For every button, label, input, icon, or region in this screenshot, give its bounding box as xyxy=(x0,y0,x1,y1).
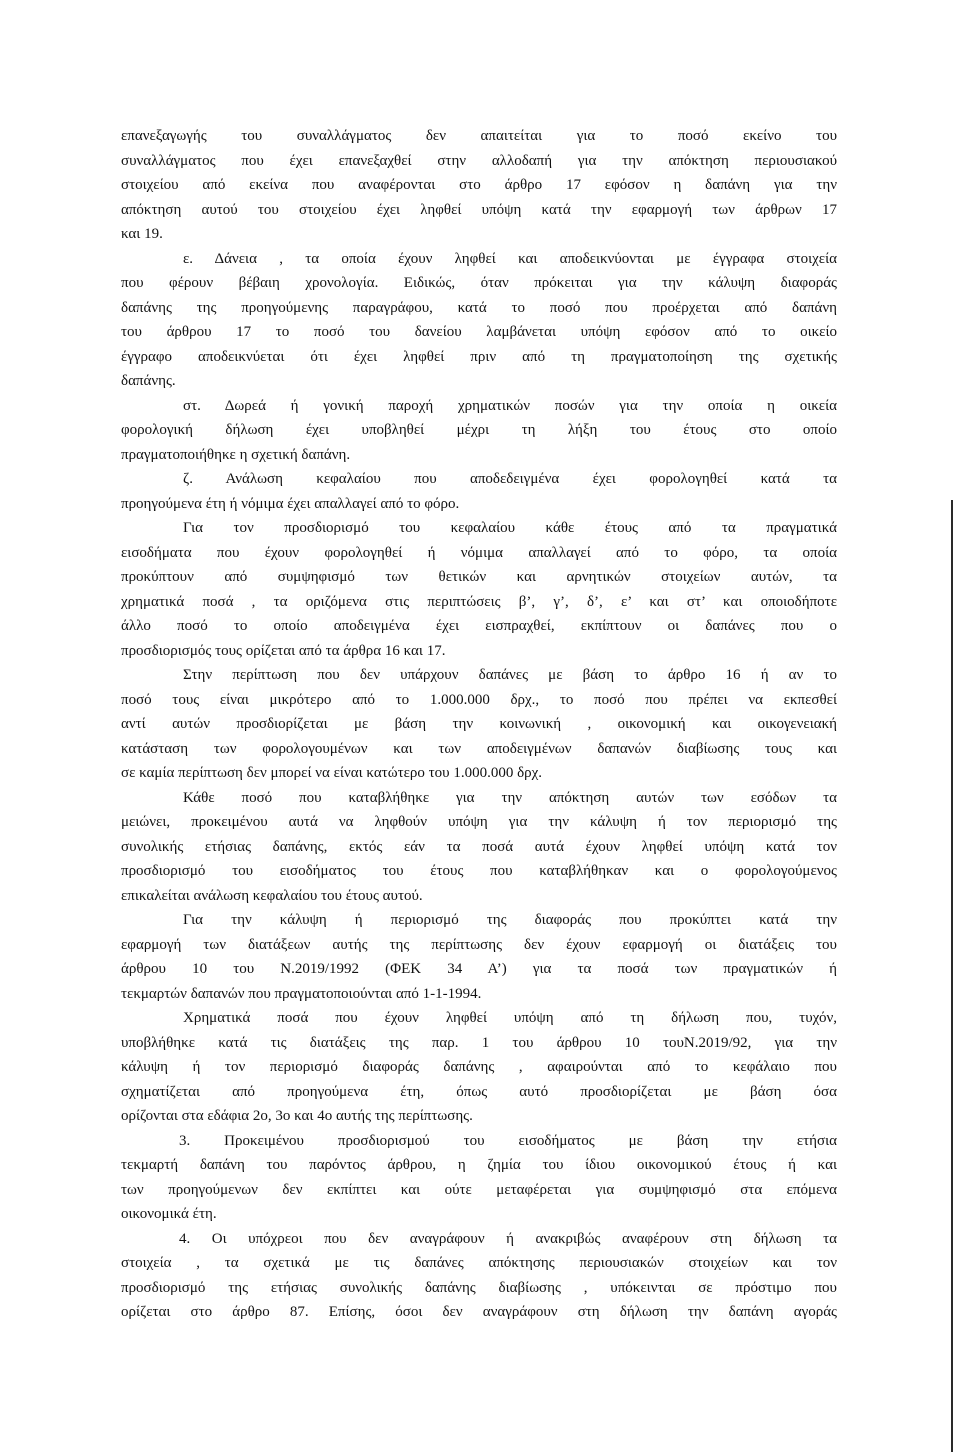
text-line: ορίζεται στο άρθρο 87. Επίσης, όσοι δεν αναγράφουν στη δήλωση την δαπάνη αγοράς xyxy=(121,1304,837,1320)
text-line: ζ. Ανάλωση κεφαλαίου που αποδεδειγμένα έχει φορολογηθεί κατά τα xyxy=(183,471,837,487)
text-line: συναλλάγματος που έχει επανεξαχθεί στην αλλοδαπή για την απόκτηση περιουσιακού xyxy=(121,152,837,169)
text-line: οικονομικά έτη. xyxy=(121,1206,217,1222)
text-line: άρθρου 10 του Ν.2019/1992 (ΦΕΚ 34 Α’) για τα ποσά των πραγματικών ή xyxy=(121,961,837,977)
text-line: Κάθε ποσό που καταβλήθηκε για την απόκτηση αυτών των εσόδων τα xyxy=(183,789,837,806)
text-line: κάλυψη ή τον περιορισμό διαφοράς δαπάνης , αφαιρούνται από το κεφάλαιο που xyxy=(121,1059,837,1075)
text-line: Στην περίπτωση που δεν υπάρχουν δαπάνες με βάση το άρθρο 16 ή αν το xyxy=(183,667,837,683)
text-line: ποσό τους είναι μικρότερο από το 1.000.000 δρχ., το ποσό που πρέπει να εκπεσθεί xyxy=(121,691,837,708)
text-line: υποβλήθηκε κατά τις διατάξεις της παρ. 1 του άρθρου 10 τουΝ.2019/92, για την xyxy=(121,1034,837,1051)
text-line: Για την κάλυψη ή περιορισμό της διαφοράς που προκύπτει κατά την xyxy=(183,912,837,928)
text-line: προκύπτουν από συμψηφισμό των θετικών και αρνητικών στοιχείων αυτών, τα xyxy=(121,569,837,585)
text-line: σε καμία περίπτωση δεν μπορεί να είναι κατώτερο του 1.000.000 δρχ. xyxy=(121,765,543,781)
text-line: συνολικής ετήσιας δαπάνης, εκτός εάν τα ποσά αυτά έχουν ληφθεί υπόψη κατά τον xyxy=(121,838,837,855)
text-line: προσδιορισμό του εισοδήματος του έτους που καταβλήθηκαν και ο φορολογούμενος xyxy=(121,863,837,879)
text-line: του άρθρου 17 το ποσό του δανείου λαμβάνεται υπόψη εφόσον από το οικείο xyxy=(121,324,837,340)
text-line: στοιχεία , τα σχετικά με τις δαπάνες απόκτησης περιουσιακών στοιχείων και τον xyxy=(121,1255,837,1271)
text-line: 3. Προκειμένου προσδιορισμού του εισοδήματος με βάση την ετήσια xyxy=(179,1132,837,1149)
text-line: και 19. xyxy=(121,226,163,242)
text-line: προσδιορισμό της ετήσιας συνολικής δαπάνης διαβίωσης , υπόκεινται σε πρόστιμο που xyxy=(121,1279,837,1296)
document-body xyxy=(121,124,837,1325)
text-line: Για τον προσδιορισμό του κεφαλαίου κάθε έτους από τα πραγματικά xyxy=(183,520,837,536)
text-line: απόκτηση αυτού του στοιχείου έχει ληφθεί υπόψη κατά την εφαρμογή των άρθρων 17 xyxy=(121,201,837,218)
text-line: προηγούμενα έτη ή νόμιμα έχει απαλλαγεί από το φόρο. xyxy=(121,495,460,512)
text-line: των προηγούμενων δεν εκπίπτει και ούτε μεταφέρεται για συμψηφισμό στα επόμενα xyxy=(121,1181,837,1198)
text-line: στ. Δωρεά ή γονική παροχή χρηματικών ποσών για την οποία η οικεία xyxy=(183,397,837,414)
text-line: που φέρουν βέβαιη χρονολογία. Ειδικώς, όταν πρόκειται για την κάλυψη διαφοράς xyxy=(121,275,837,291)
text-line: επικαλείται ανάλωση κεφαλαίου του έτους αυτού. xyxy=(121,887,423,904)
text-line: τεκμαρτών δαπανών που πραγματοποιούνται από 1-1-1994. xyxy=(121,985,482,1002)
text-line: άλλο ποσό το οποίο αποδειγμένα έχει εισπραχθεί, εκπίπτουν οι δαπάνες που ο xyxy=(121,618,837,634)
text-line: ορίζονται στα εδάφια 2ο, 3ο και 4ο αυτής της περίπτωσης. xyxy=(121,1108,473,1124)
text-line: δαπάνης της προηγούμενης παραγράφου, κατά το ποσό που προέρχεται από δαπάνη xyxy=(121,299,837,316)
text-line: πραγματοποιήθηκε η σχετική δαπάνη. xyxy=(121,446,351,463)
text-line: στοιχείου από εκείνα που αναφέρονται στο άρθρο 17 εφόσον η δαπάνη για την xyxy=(121,177,837,193)
scan-edge-line xyxy=(951,500,953,1452)
text-line: εφαρμογή των διατάξεων αυτής της περίπτωσης δεν έχουν εφαρμογή οι διατάξεις του xyxy=(121,936,837,953)
text-line: φορολογική δήλωση έχει υποβληθεί μέχρι τη λήξη του έτους στο οποίο xyxy=(121,422,837,438)
text-line: εισοδήματα που έχουν φορολογηθεί ή νόμιμα απαλλαγεί από το φόρο, τα οποία xyxy=(121,544,837,561)
text-line: τεκμαρτή δαπάνη του παρόντος άρθρου, η ζημία του ίδιου οικονομικού έτους ή και xyxy=(121,1157,837,1173)
text-line: αντί αυτών προσδιορίζεται με βάση την κοινωνική , οικονομική και οικογενειακή xyxy=(121,716,837,732)
text-line: σχηματίζεται από προηγούμενα έτη, όπως αυτό προσδιορίζεται με βάση όσα xyxy=(121,1083,837,1100)
text-line: χρηματικά ποσά , τα οριζόμενα στις περιπτώσεις β’, γ’, δ’, ε’ και στ’ και οποιοδήποτε xyxy=(121,593,837,610)
text-line: επανεξαγωγής του συναλλάγματος δεν απαιτείται για το ποσό εκείνο του xyxy=(121,128,837,144)
text-line: ε. Δάνεια , τα οποία έχουν ληφθεί και αποδεικνύονται με έγγραφα στοιχεία xyxy=(183,250,837,267)
text-line: δαπάνης. xyxy=(121,373,176,389)
text-line: κατάσταση των φορολογουμένων και των αποδειγμένων δαπανών διαβίωσης τους και xyxy=(121,740,837,757)
text-line: μειώνει, προκειμένου αυτά να ληφθούν υπόψη για την κάλυψη ή τον περιορισμό της xyxy=(121,814,837,830)
text-line: έγγραφο αποδεικνύεται ότι έχει ληφθεί πριν από τη πραγματοποίηση της σχετικής xyxy=(121,348,837,365)
text-line: 4. Οι υπόχρεοι που δεν αναγράφουν ή ανακριβώς αναφέρουν στη δήλωση τα xyxy=(179,1230,837,1247)
text-line: προσδιορισμός τους ορίζεται από τα άρθρα 16 και 17. xyxy=(121,642,446,659)
text-line: Χρηματικά ποσά που έχουν ληφθεί υπόψη από τη δήλωση που, τυχόν, xyxy=(183,1010,837,1026)
